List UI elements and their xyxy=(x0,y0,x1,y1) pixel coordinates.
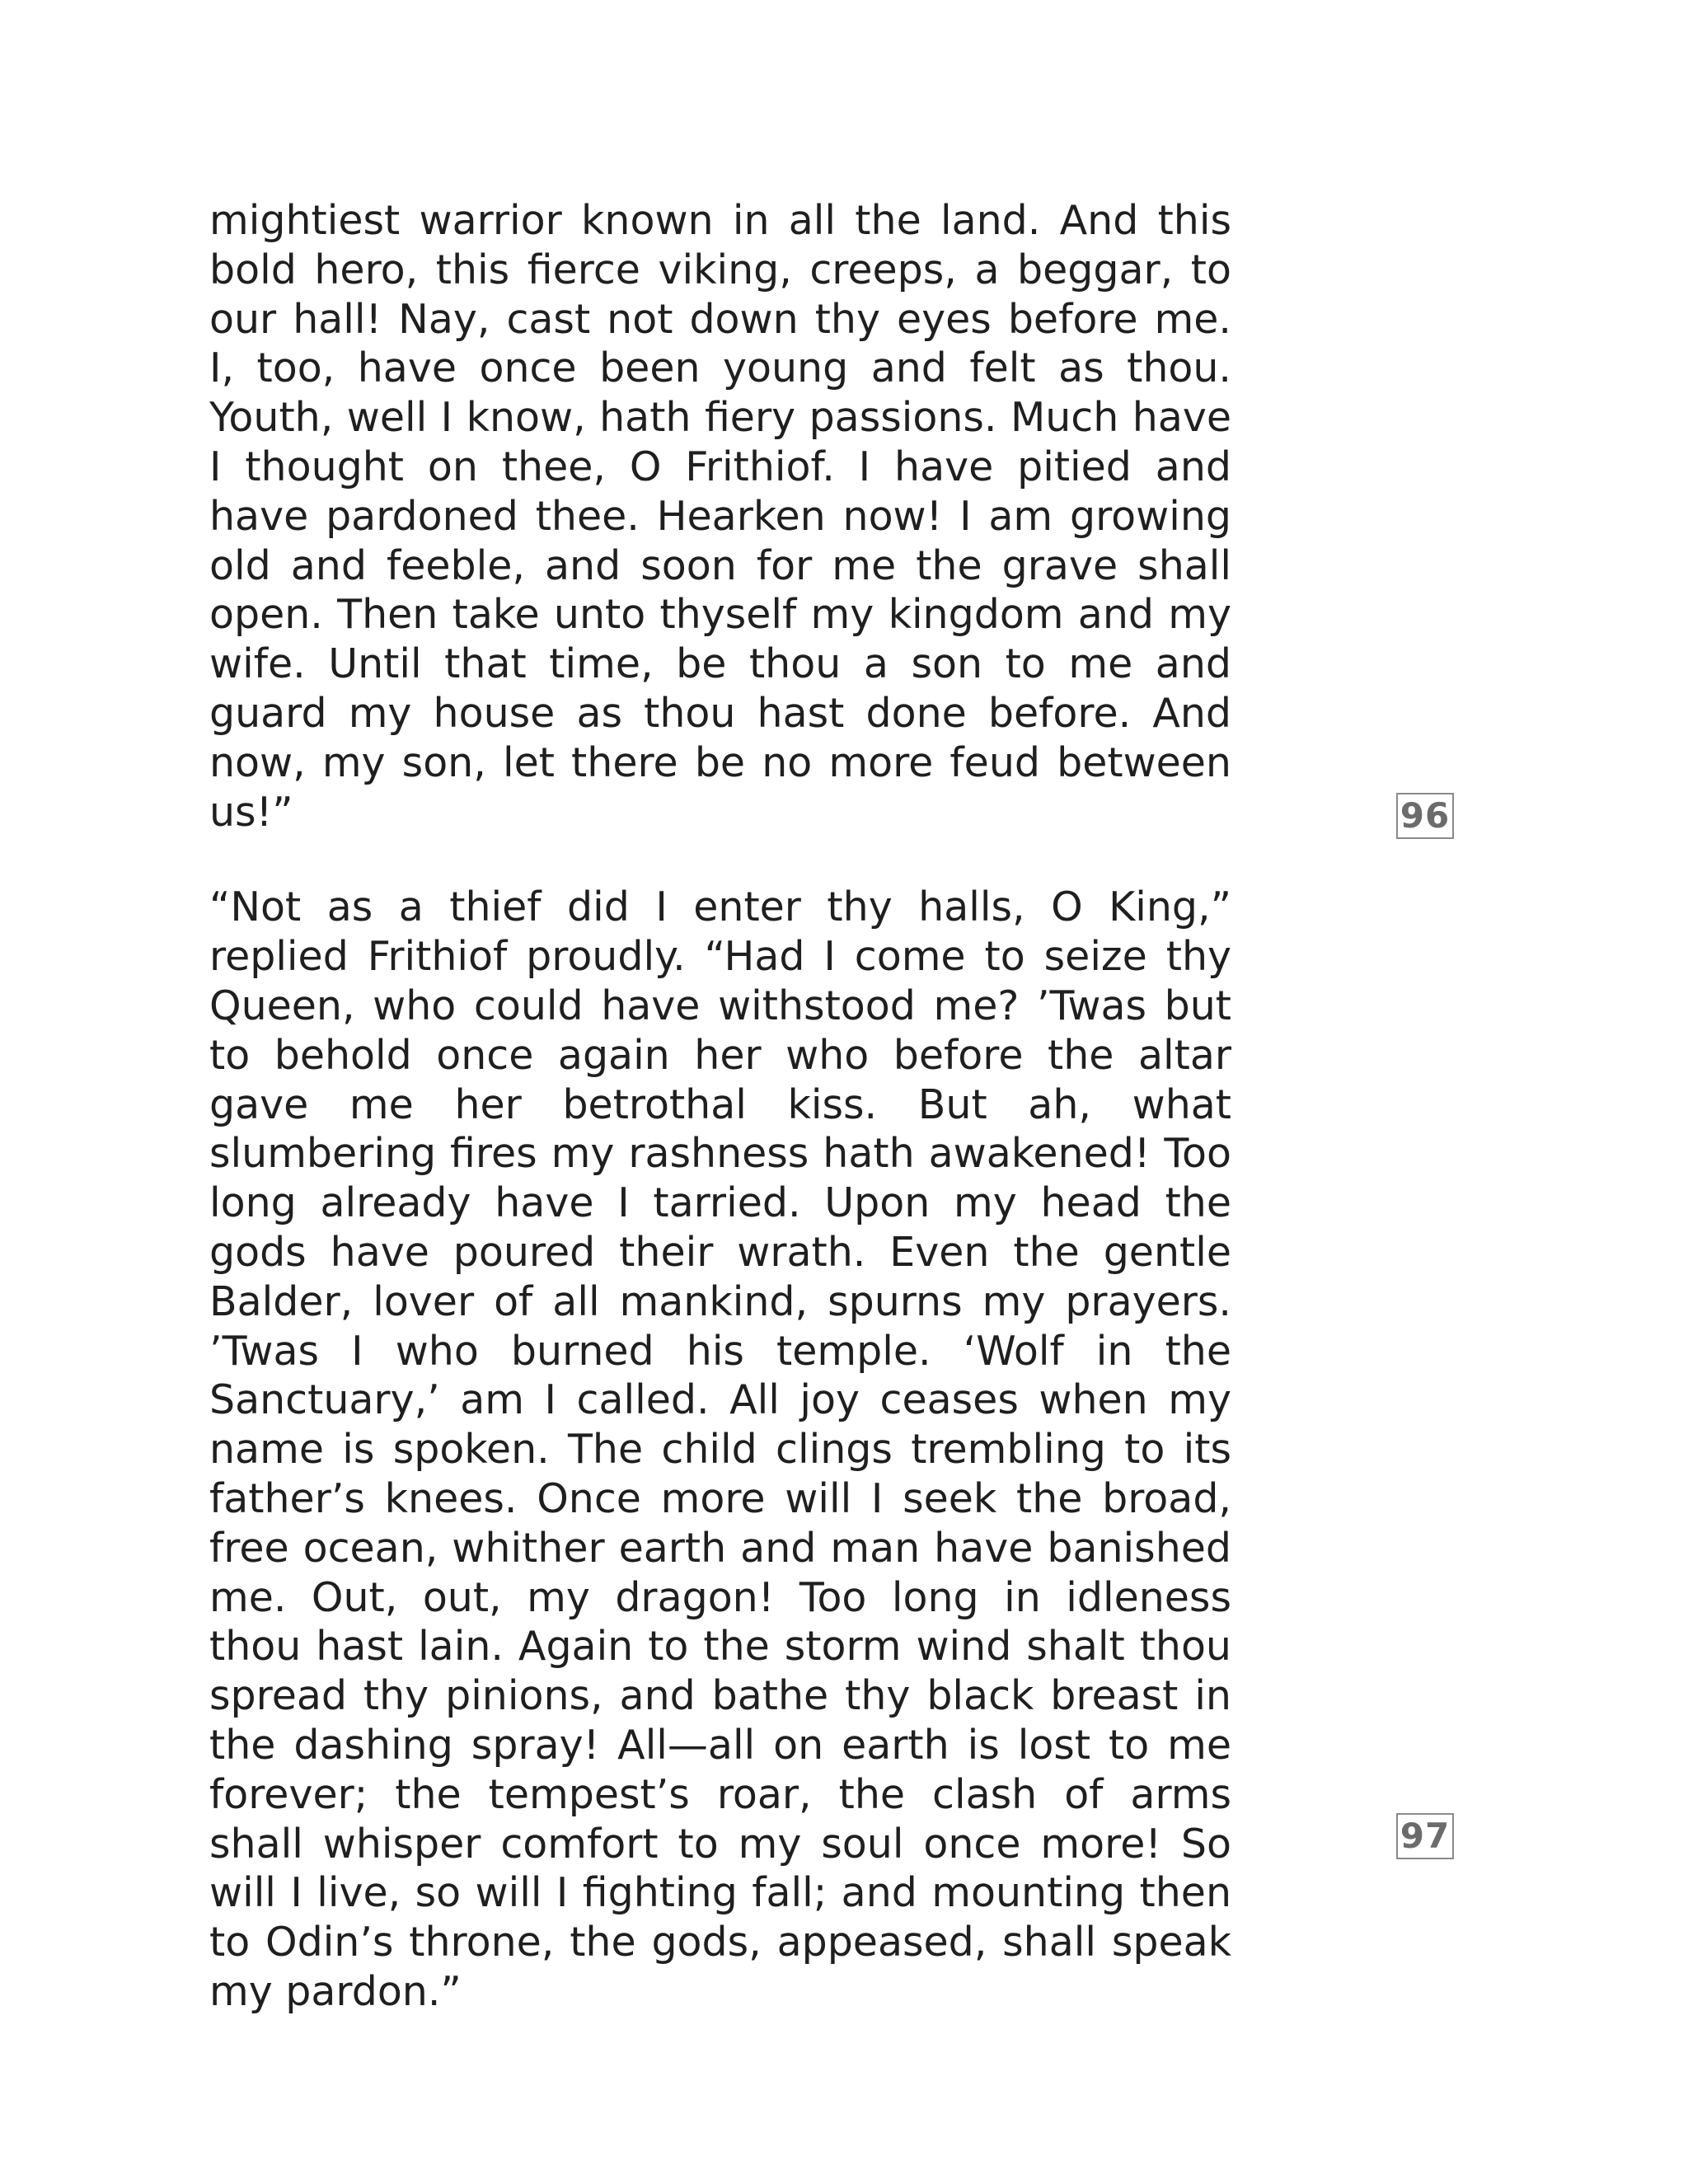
page-number-marker-96: 96 xyxy=(1396,793,1454,839)
page-number-marker-97: 97 xyxy=(1396,1813,1454,1859)
paragraph-2: “Not as a thief did I enter thy halls, O King,” replied Frithiof proudly. “Had I come to seize thy Queen, who could have withstood me? ’Twas but to behold once again her who before the altar gave me her betrothal kiss. But ah, what slumbering fires my rashness hath awakened! Too long already have I tarried. Upon my head the gods have poured their wrath. Even the gentle Balder, lover of all mankind, spurns my prayers. ’Twas I who burned his temple. ‘Wolf in the Sanctuary,’ am I called. All joy ceases when my name is spoken. The child clings trembling to its father’s knees. Once more will I seek the broad, free ocean, whither earth and man have banished me. Out, out, my dragon! Too long in idleness thou hast lain. Again to the storm wind shalt thou spread thy pinions, and bathe thy black breast in the dashing spray! All—all on earth is lost to me forever; the tempest’s roar, the clash of arms shall whisper comfort to my soul once more! So will I live, so will I fighting fall; and mounting then to Odin’s throne, the gods, appeased, shall speak my pardon.” xyxy=(209,883,1231,2015)
paragraph-1: mightiest warrior known in all the land. And this bold hero, this fierce viking, creeps, a beggar, to our hall! Nay, cast not down thy eyes before me. I, too, have once been young and felt as thou. Youth, well I know, hath fiery passions. Much have I thought on thee, O Frithiof. I have pitied and have pardoned thee. Hearken now! I am growing old and feeble, and soon for me the grave shall open. Then take unto thyself my kingdom and my wife. Until that time, be thou a son to me and guard my house as thou hast done before. And now, my son, let there be no more feud between us!” xyxy=(209,197,1231,836)
text-column xyxy=(209,196,1231,2017)
